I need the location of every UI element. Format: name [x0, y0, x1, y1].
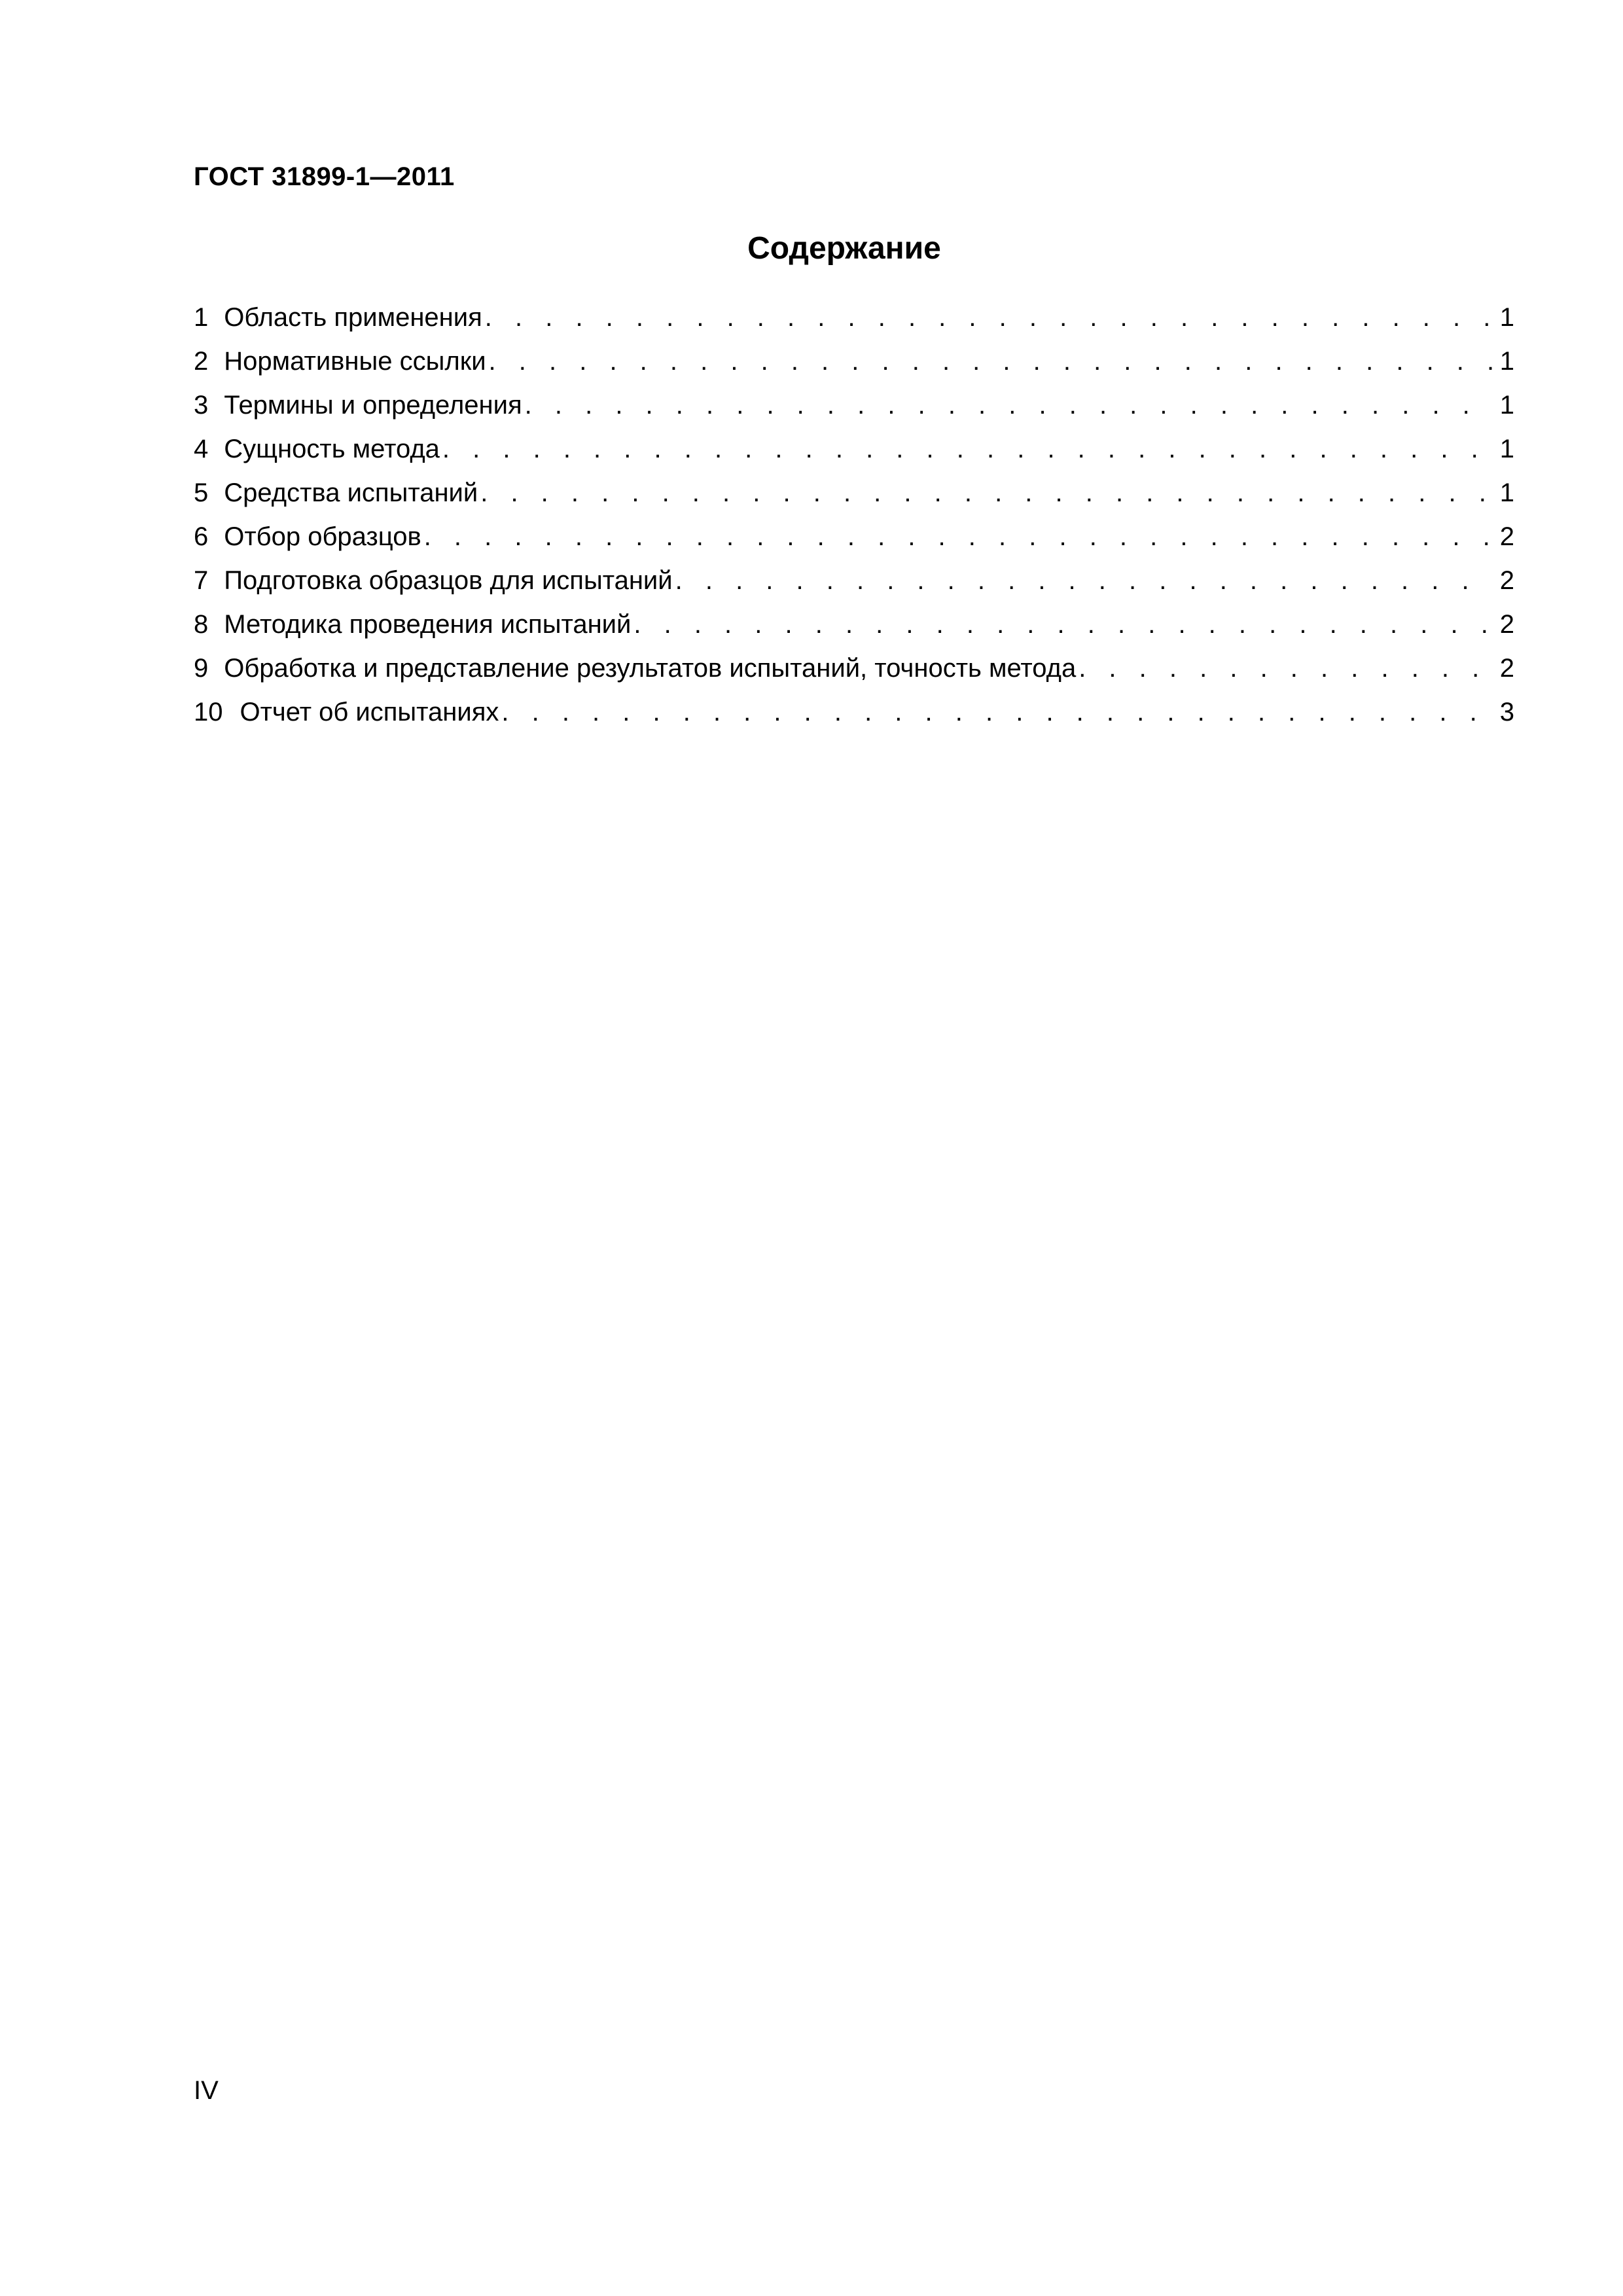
toc-entry-page: 1	[1499, 347, 1514, 376]
toc-entry-page: 1	[1499, 391, 1514, 420]
toc-entry-title: Методика проведения испытаний	[224, 610, 632, 639]
toc-entry	[194, 427, 1514, 471]
toc-dot-leader	[489, 340, 1492, 384]
toc-dot-leader	[480, 471, 1492, 515]
toc-entry-title: Подготовка образцов для испытаний	[224, 566, 673, 595]
toc-entry-number: 10	[194, 698, 223, 726]
table-of-contents	[194, 296, 1514, 734]
toc-dot-leader	[485, 296, 1492, 340]
toc-dot-leader	[501, 691, 1492, 734]
toc-entry-number: 5	[194, 478, 209, 507]
toc-entry-title: Нормативные ссылки	[224, 347, 486, 376]
toc-entry	[194, 559, 1514, 603]
toc-dot-leader	[675, 559, 1492, 603]
toc-entry	[194, 515, 1514, 559]
toc-entry-title: Отчет об испытаниях	[240, 698, 499, 726]
toc-dot-leader	[424, 515, 1492, 559]
toc-entry-page: 2	[1499, 566, 1514, 595]
toc-entry-number: 3	[194, 391, 209, 420]
toc-entry-page: 1	[1499, 478, 1514, 507]
toc-entry-number: 9	[194, 654, 209, 683]
toc-entry-title: Сущность метода	[224, 435, 440, 463]
toc-dot-leader	[633, 603, 1492, 647]
toc-entry	[194, 296, 1514, 340]
toc-entry-page: 2	[1499, 610, 1514, 639]
toc-dot-leader	[1079, 647, 1492, 691]
toc-entry-number: 4	[194, 435, 209, 463]
toc-title: Содержание	[747, 231, 941, 266]
toc-entry-number: 6	[194, 522, 209, 551]
toc-entry-title: Обработка и представление результатов испытаний, точность метода	[224, 654, 1077, 683]
toc-entry-title: Область применения	[224, 303, 482, 332]
toc-entry-page: 1	[1499, 435, 1514, 463]
toc-entry	[194, 647, 1514, 691]
toc-entry-page: 3	[1499, 698, 1514, 726]
toc-entry-number: 1	[194, 303, 209, 332]
toc-entry-title: Термины и определения	[224, 391, 522, 420]
toc-entry	[194, 340, 1514, 384]
toc-dot-leader	[442, 427, 1492, 471]
page-number: IV	[194, 2076, 219, 2105]
toc-entry-title: Средства испытаний	[224, 478, 478, 507]
toc-entry-page: 2	[1499, 522, 1514, 551]
toc-entry	[194, 471, 1514, 515]
toc-entry	[194, 384, 1514, 427]
toc-entry	[194, 691, 1514, 734]
document-code: ГОСТ 31899-1—2011	[194, 162, 455, 191]
toc-dot-leader	[525, 384, 1492, 427]
toc-entry-page: 1	[1499, 303, 1514, 332]
toc-entry-number: 8	[194, 610, 209, 639]
toc-entry-number: 2	[194, 347, 209, 376]
toc-entry-page: 2	[1499, 654, 1514, 683]
toc-entry-title: Отбор образцов	[224, 522, 421, 551]
toc-entry-number: 7	[194, 566, 209, 595]
toc-entry	[194, 603, 1514, 647]
